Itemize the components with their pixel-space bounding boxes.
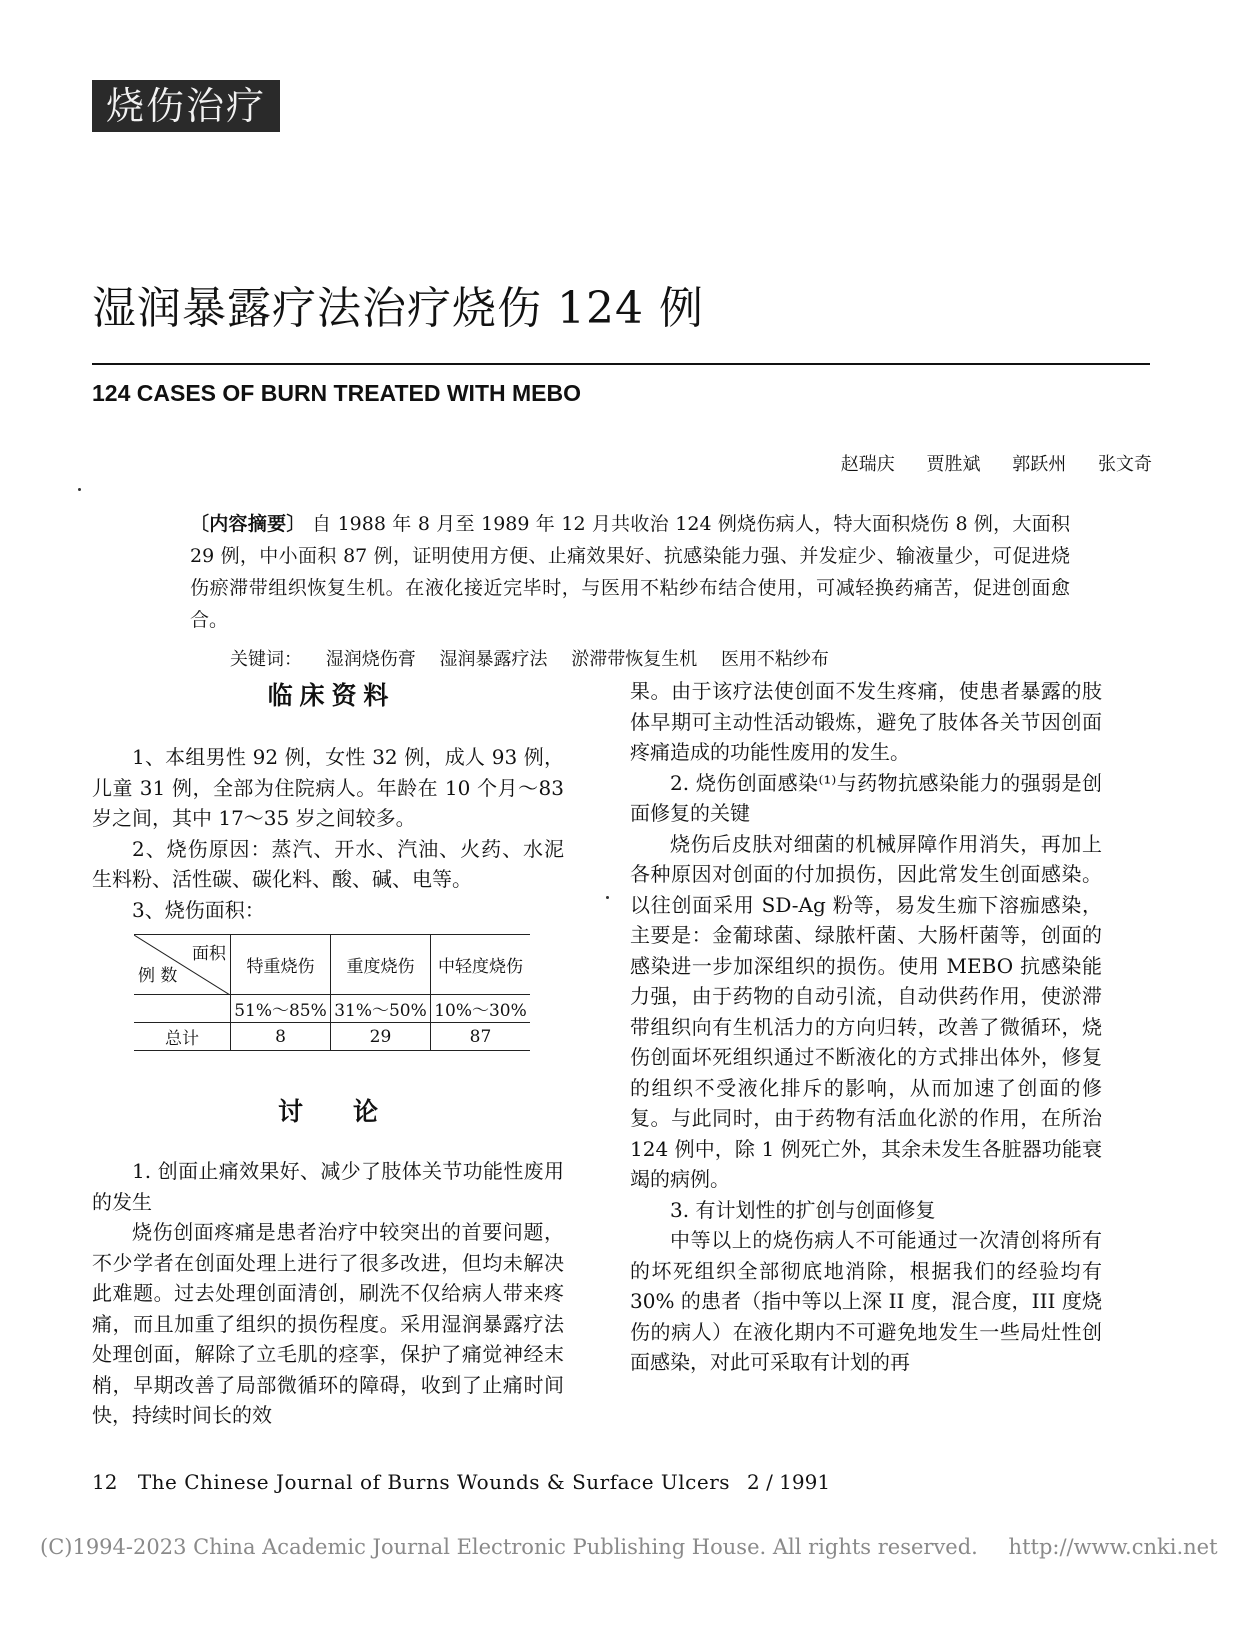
heading-discussion: 讨 论 <box>277 1098 378 1126</box>
table-row-label: 总计 <box>134 1023 231 1051</box>
table-corner-bottom: 例 数 <box>138 966 178 986</box>
authors <box>815 450 1152 476</box>
paragraph: 1、本组男性 92 例，女性 32 例，成人 93 例，儿童 31 例，全部为住院病人。年龄在 10 个月～83 岁之间，其中 17～35 岁之间较多。 <box>92 745 564 830</box>
paragraph: 3、烧伤面积： <box>132 897 265 922</box>
paragraph: 烧伤创面疼痛是患者治疗中较突出的首要问题，不少学者在创面处理上进行了很多改进，但均未解决此难题。过去处理创面清创，刷洗不仅给病人带来疼痛，而且加重了组织的损伤程度。采用湿润暴露疗法处理创面，解除了立毛肌的痉挛，保护了痛觉神经末梢，早期改善了局部微循环的障碍，收到了止痛时间快，持续时间长的效 <box>92 1220 564 1427</box>
section-tag: 烧伤治疗 <box>92 80 280 132</box>
scan-speck <box>78 488 81 491</box>
keywords <box>230 645 829 671</box>
table-header: 中轻度烧伤 <box>431 935 531 995</box>
scan-speck <box>606 896 609 899</box>
table-cell: 31%～50% <box>331 995 431 1023</box>
table-cell: 10%～30% <box>431 995 531 1023</box>
issue-number: 2 / 1991 <box>747 1470 831 1494</box>
copyright-text: (C)1994-2023 China Academic Journal Electronic Publishing House. All rights reserved. <box>40 1535 978 1559</box>
table-cell: 87 <box>431 1023 531 1051</box>
keyword: 淤滞带恢复生机 <box>571 649 698 670</box>
author-name: 贾胜斌 <box>926 454 981 475</box>
author-name: 张文奇 <box>1098 454 1152 475</box>
paragraph: 2、烧伤原因：蒸汽、开水、汽油、火药、水泥生料粉、活性碳、碳化料、酸、碱、电等。 <box>92 836 564 891</box>
left-column-top <box>92 742 564 925</box>
right-column <box>630 676 1102 1378</box>
page-footer <box>92 1470 831 1494</box>
title-rule <box>92 363 1150 365</box>
author-name: 郭跃州 <box>1012 454 1067 475</box>
table-cell <box>134 995 231 1023</box>
abstract <box>190 508 1070 636</box>
burn-area-table <box>134 934 530 1051</box>
keyword: 医用不粘纱布 <box>720 649 829 670</box>
keyword: 湿润暴露疗法 <box>439 649 548 670</box>
journal-name: The Chinese Journal of Burns Wounds & Surface Ulcers <box>137 1470 731 1494</box>
subheading: 2. 烧伤创面感染⁽¹⁾与药物抗感染能力的强弱是创面修复的关键 <box>630 770 1102 825</box>
left-column-bottom <box>92 1156 564 1431</box>
table-cell: 51%～85% <box>231 995 331 1023</box>
keywords-label: 关键词： <box>230 649 302 670</box>
paragraph: 中等以上的烧伤病人不可能通过一次清创将所有的坏死组织全部彻底地消除，根据我们的经验均有 30% 的患者（指中等以上深 II 度，混合度，III 度烧伤的病人）在液化期内不可避免地发生一些局灶性创面感染，对此可采取有计划的再 <box>630 1228 1102 1374</box>
abstract-text: 自 1988 年 8 月至 1989 年 12 月共收治 124 例烧伤病人，特大面积烧伤 8 例，大面积 29 例，中小面积 87 例，证明使用方便、止痛效果好、抗感染能力强、并发症少、输液量少，可促进烧伤瘀滞带组织恢复生机。在液化接近完毕时，与医用不粘纱布结合使用，可减轻换药痛苦，促进创面愈合。 <box>190 513 1070 631</box>
heading-clinical-data: 临 床 资 料 <box>267 682 389 710</box>
article-title-chinese: 湿润暴露疗法治疗烧伤 124 例 <box>92 283 704 334</box>
copyright-notice <box>40 1535 1218 1559</box>
article-title-english: 124 CASES OF BURN TREATED WITH MEBO <box>92 380 581 406</box>
table-cell: 8 <box>231 1023 331 1051</box>
subheading: 1. 创面止痛效果好、减少了肢体关节功能性废用的发生 <box>92 1159 564 1214</box>
author-name: 赵瑞庆 <box>840 454 895 475</box>
subheading: 3. 有计划性的扩创与创面修复 <box>670 1197 936 1222</box>
paragraph: 果。由于该疗法使创面不发生疼痛，使患者暴露的肢体早期可主动性活动锻炼，避免了肢体各关节因创面疼痛造成的功能性废用的发生。 <box>630 679 1102 764</box>
table-header: 特重烧伤 <box>231 935 331 995</box>
table-corner-cell <box>134 935 231 995</box>
table-header: 重度烧伤 <box>331 935 431 995</box>
page-number: 12 <box>92 1470 118 1494</box>
paragraph: 烧伤后皮肤对细菌的机械屏障作用消失，再加上各种原因对创面的付加损伤，因此常发生创面感染。以往创面采用 SD-Ag 粉等，易发生痂下溶痂感染，主要是：金葡球菌、绿脓杆菌、大肠杆菌等，创面的感染进一步加深组织的损伤。使用 MEBO 抗感染能力强，由于药物的自动引流，自动供药作用，使淤滞带组织向有生机活力的方向归转，改善了微循环，烧伤创面坏死组织通过不断液化的方式排出体外，修复的组织不受液化排斥的影响，从而加速了创面的修复。与此同时，由于药物有活血化淤的作用，在所治 124 例中，除 1 例死亡外，其余未发生各脏器功能衰竭的病例。 <box>630 831 1102 1191</box>
table-cell: 29 <box>331 1023 431 1051</box>
table-corner-top: 面积 <box>192 944 226 964</box>
keyword: 湿润烧伤膏 <box>325 649 416 670</box>
copyright-url[interactable]: http://www.cnki.net <box>1008 1535 1218 1559</box>
abstract-label: 〔内容摘要〕 <box>190 513 306 535</box>
